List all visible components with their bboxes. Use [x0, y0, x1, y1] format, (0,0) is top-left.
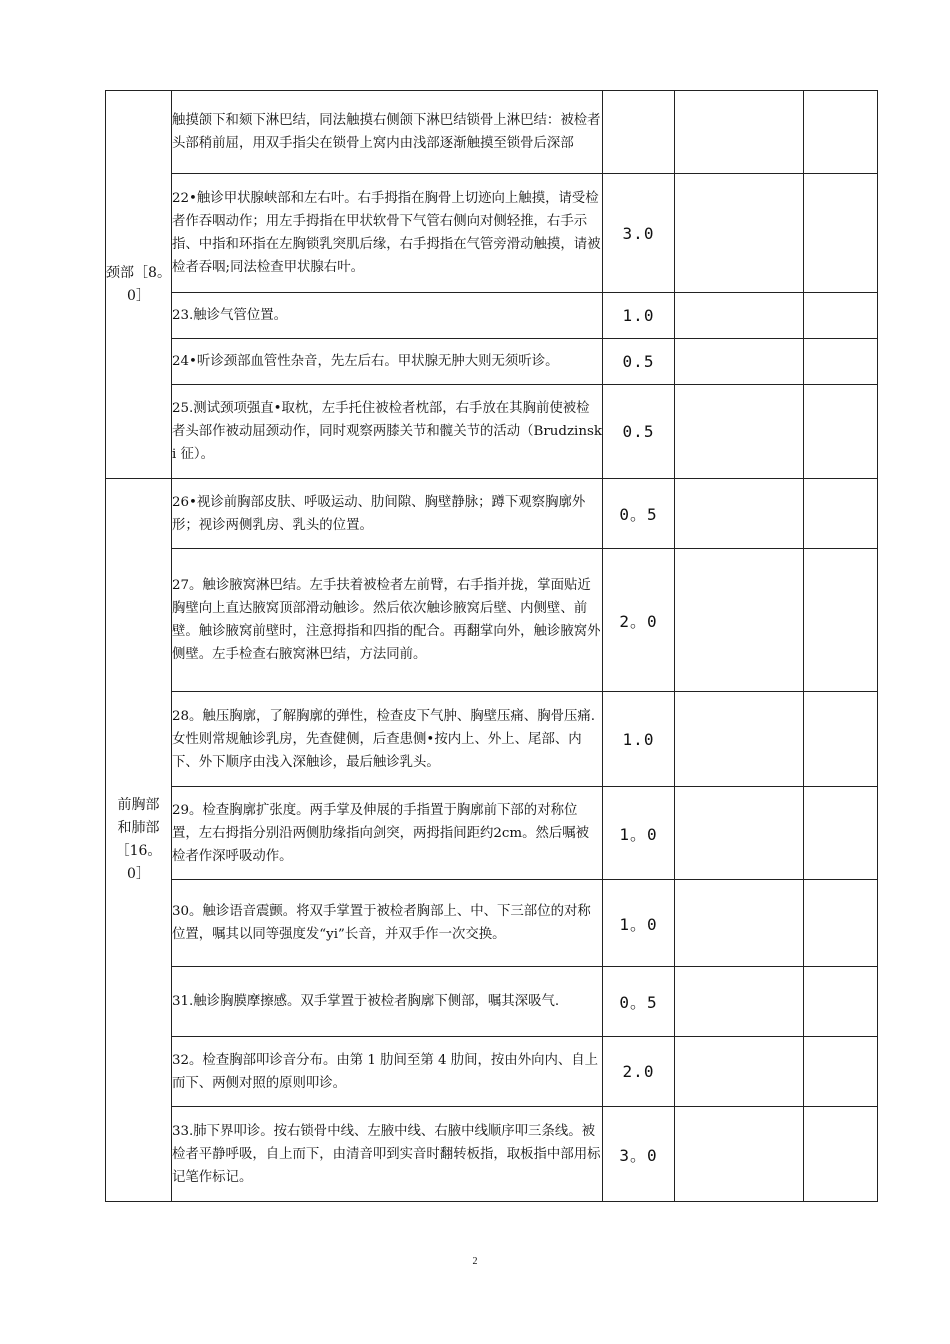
table-row [106, 692, 878, 787]
item-description: 32。检查胸部叩诊音分布。由第 1 肋间至第 4 肋间，按由外向内、自上而下、两侧对照的原则叩诊。 [172, 1037, 603, 1107]
blank-cell [804, 479, 878, 549]
blank-cell [804, 385, 878, 479]
table-row [106, 339, 878, 385]
table-row [106, 1037, 878, 1107]
table-row [106, 967, 878, 1037]
table-row [106, 385, 878, 479]
blank-cell [804, 549, 878, 692]
item-description: 27。触诊腋窝淋巴结。左手扶着被检者左前臂，右手指并拢，掌面贴近胸壁向上直达腋窝顶部滑动触诊。然后依次触诊腋窝后壁、内侧壁、前壁。触诊腋窝前壁时，注意拇指和四指的配合。再翻掌向外，触诊腋窝外侧壁。左手检查右腋窝淋巴结，方法同前。 [172, 549, 603, 692]
blank-cell [804, 880, 878, 967]
item-description: 22•触诊甲状腺峡部和左右叶。右手拇指在胸骨上切迹向上触摸，请受检者作吞咽动作；用左手拇指在甲状软骨下气管右侧向对侧轻推，右手示指、中指和环指在左胸锁乳突肌后缘，右手拇指在气管旁滑动触摸，请被检者吞咽;同法检查甲状腺右叶。 [172, 174, 603, 293]
item-score: 3.0 [603, 174, 675, 293]
table-row [106, 91, 878, 174]
item-description: 31.触诊胸膜摩擦感。双手掌置于被检者胸廓下侧部，嘱其深吸气. [172, 967, 603, 1037]
table-row [106, 479, 878, 549]
blank-cell [675, 880, 804, 967]
blank-cell [804, 174, 878, 293]
item-description: 28。触压胸廓，了解胸廓的弹性，检查皮下气肿、胸壁压痛、胸骨压痛.女性则常规触诊乳房，先查健侧，后查患侧•按内上、外上、尾部、内下、外下顺序由浅入深触诊，最后触诊乳头。 [172, 692, 603, 787]
page-number: 2 [472, 1256, 478, 1267]
blank-cell [804, 91, 878, 174]
blank-cell [675, 787, 804, 880]
item-description: 30。触诊语音震颤。将双手掌置于被检者胸部上、中、下三部位的对称位置，嘱其以同等强度发“yi”长音，并双手作一次交换。 [172, 880, 603, 967]
blank-cell [804, 787, 878, 880]
blank-cell [675, 1037, 804, 1107]
item-score: 1。0 [603, 787, 675, 880]
section-label: 颈部［8。0］ [106, 264, 171, 304]
section-label: 前胸部和肺部［16。0］ [115, 797, 162, 882]
item-score: 2.0 [603, 1037, 675, 1107]
table-row [106, 787, 878, 880]
blank-cell [804, 967, 878, 1037]
blank-cell [675, 479, 804, 549]
section-cell-neck [106, 91, 172, 479]
blank-cell [804, 293, 878, 339]
exam-table [105, 90, 878, 1202]
blank-cell [804, 339, 878, 385]
blank-cell [675, 385, 804, 479]
blank-cell [675, 91, 804, 174]
blank-cell [675, 549, 804, 692]
table-row [106, 549, 878, 692]
blank-cell [804, 692, 878, 787]
item-description: 24•听诊颈部血管性杂音，先左后右。甲状腺无肿大则无须听诊。 [172, 339, 603, 385]
item-score: 0.5 [603, 339, 675, 385]
item-score: 0。5 [603, 479, 675, 549]
item-score [603, 91, 675, 174]
item-score: 2。0 [603, 549, 675, 692]
item-description: 23.触诊气管位置。 [172, 293, 603, 339]
item-description: 26•视诊前胸部皮肤、呼吸运动、肋间隙、胸壁静脉；蹲下观察胸廓外形；视诊两侧乳房、乳头的位置。 [172, 479, 603, 549]
item-description: 33.肺下界叩诊。按右锁骨中线、左腋中线、右腋中线顺序叩三条线。被检者平静呼吸，自上而下，由清音叩到实音时翻转板指，取板指中部用标记笔作标记。 [172, 1107, 603, 1202]
section-cell-chest [106, 479, 172, 1202]
item-description: 29。检查胸廓扩张度。两手掌及伸展的手指置于胸廓前下部的对称位置，左右拇指分别沿两侧肋缘指向剑突，两拇指间距约2cm。然后嘱被检者作深呼吸动作。 [172, 787, 603, 880]
blank-cell [804, 1037, 878, 1107]
blank-cell [675, 967, 804, 1037]
item-description: 触摸颌下和颏下淋巴结，同法触摸右侧颌下淋巴结锁骨上淋巴结：被检者头部稍前屈，用双手指尖在锁骨上窝内由浅部逐渐触摸至锁骨后深部 [172, 91, 603, 174]
table-row [106, 293, 878, 339]
blank-cell [675, 1107, 804, 1202]
table-row [106, 174, 878, 293]
blank-cell [675, 692, 804, 787]
item-score: 0.5 [603, 385, 675, 479]
blank-cell [675, 174, 804, 293]
item-score: 1.0 [603, 293, 675, 339]
blank-cell [804, 1107, 878, 1202]
table-row [106, 1107, 878, 1202]
item-score: 1。0 [603, 880, 675, 967]
item-score: 0。5 [603, 967, 675, 1037]
item-score: 3。0 [603, 1107, 675, 1202]
blank-cell [675, 339, 804, 385]
table-row [106, 880, 878, 967]
item-score: 1.0 [603, 692, 675, 787]
blank-cell [675, 293, 804, 339]
item-description: 25.测试颈项强直•取枕，左手托住被检者枕部，右手放在其胸前使被检者头部作被动屈颈动作，同时观察两膝关节和髋关节的活动（Brudzinski 征）。 [172, 385, 603, 479]
